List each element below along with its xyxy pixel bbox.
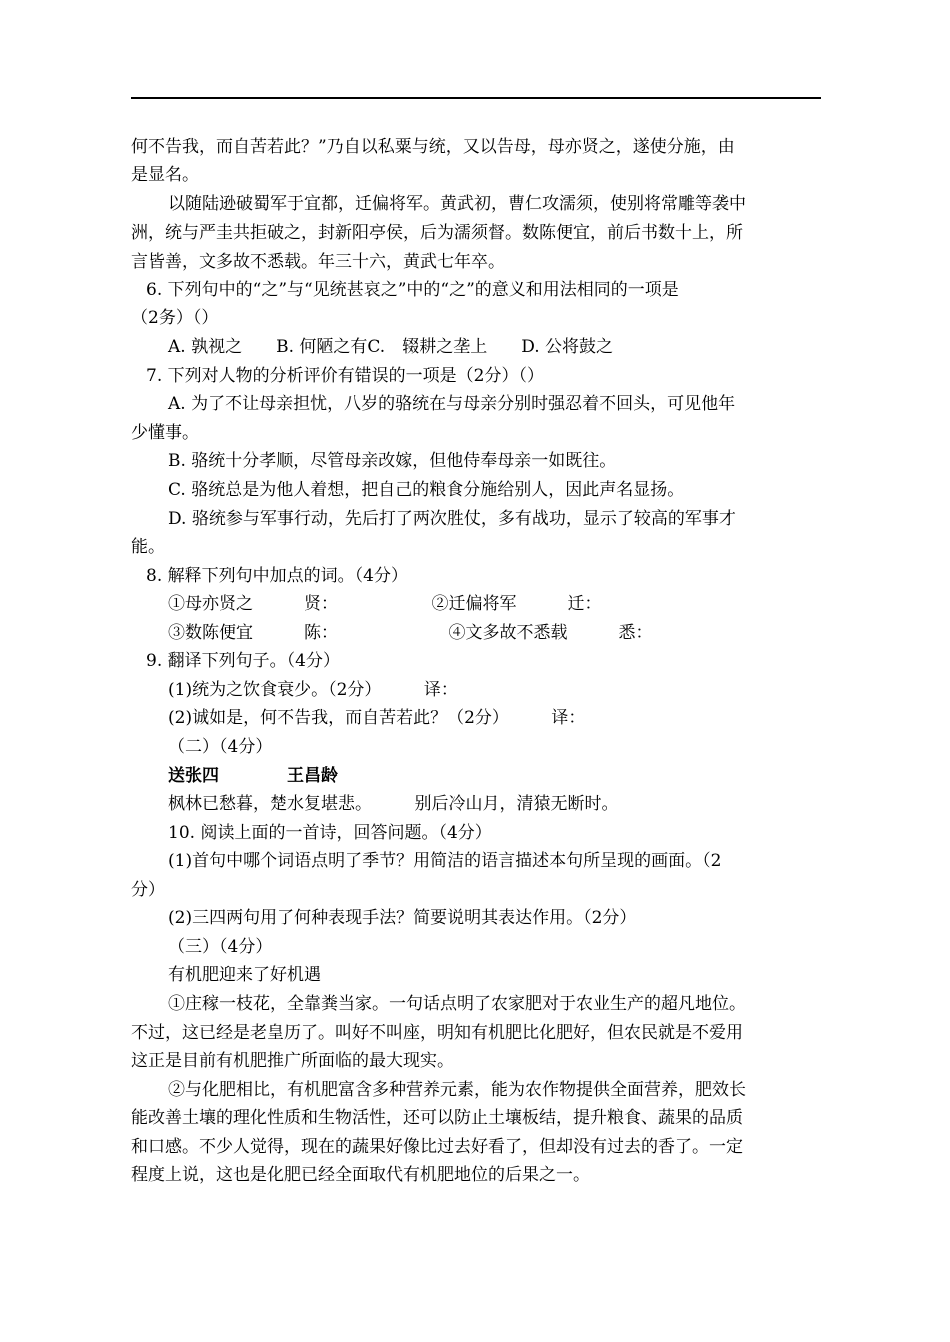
text-line: 分） [131, 880, 165, 900]
text-line: 不过，这已经是老皇历了。叫好不叫座，明知有机肥比化肥好，但农民就是不爱用 [131, 1023, 743, 1043]
question-7: 7. 下列对人物的分析评价有错误的一项是（2分）（） [146, 366, 544, 386]
question-8-item: ③数陈便宜 陈： ④文多故不悉载 悉： [168, 623, 653, 643]
question-10: 10. 阅读上面的一首诗，回答问题。（4分） [168, 823, 492, 843]
section-heading: （二）（4分） [168, 737, 273, 757]
question-9-item: (1)统为之饮食衰少。（2分） 译： [168, 680, 458, 700]
text-line: 能改善土壤的理化性质和生物活性，还可以防止土壤板结，提升粮食、蔬果的品质 [131, 1108, 743, 1128]
question-9-item: (2)诚如是，何不告我，而自苦若此？（2分） 译： [168, 708, 586, 728]
article-title: 有机肥迎来了好机遇 [168, 965, 321, 985]
option-c: C. 骆统总是为他人着想，把自己的粮食分施给别人，因此声名显扬。 [168, 480, 685, 500]
text-line: ②与化肥相比，有机肥富含多种营养元素，能为农作物提供全面营养，肥效长 [168, 1080, 746, 1100]
option-a: A. 为了不让母亲担忧，八岁的骆统在与母亲分别时强忍着不回头，可见他年 [168, 394, 736, 414]
question-6: 6. 下列句中的“之”与“见统甚哀之”中的“之”的意义和用法相同的一项是 [146, 280, 679, 300]
text-line: 少懂事。 [131, 423, 199, 443]
text-line: 以随陆逊破蜀军于宜都，迁偏将军。黄武初，曹仁攻濡须，使别将常雕等袭中 [168, 194, 746, 214]
poem-text: 枫林已愁暮，楚水复堪悲。 别后冷山月，清猿无断时。 [168, 794, 619, 814]
text-line: 程度上说，这也是化肥已经全面取代有机肥地位的后果之一。 [131, 1165, 590, 1185]
text-line: （2务）（） [131, 308, 219, 328]
text-line: ①庄稼一枝花，全靠粪当家。一句话点明了农家肥对于农业生产的超凡地位。 [168, 994, 746, 1014]
question-10-item: (1)首句中哪个词语点明了季节？用简洁的语言描述本句所呈现的画面。（2 [168, 851, 722, 871]
text-line: 何不告我，而自苦若此？”乃自以私粟与统，又以告母，母亦贤之，遂使分施，由 [131, 137, 735, 157]
text-line: 洲，统与严圭共拒破之，封新阳亭侯，后为濡须督。数陈便宜，前后书数十上，所 [131, 223, 743, 243]
option-b: B. 骆统十分孝顺，尽管母亲改嫁，但他侍奉母亲一如既往。 [168, 451, 617, 471]
text-line: 这正是目前有机肥推广所面临的最大现实。 [131, 1051, 454, 1071]
question-8: 8. 解释下列句中加点的词。（4分） [146, 566, 408, 586]
question-10-item: (2)三四两句用了何种表现手法？简要说明其表达作用。（2分） [168, 908, 637, 928]
header-rule [131, 97, 821, 99]
question-8-item: ①母亦贤之 贤： ②迁偏将军 迁： [168, 594, 602, 614]
question-9: 9. 翻译下列句子。（4分） [146, 651, 340, 671]
text-line: 和口感。不少人觉得，现在的蔬果好像比过去好看了，但却没有过去的香了。一定 [131, 1137, 743, 1157]
question-6-options: A. 孰视之 B. 何陋之有C. 辍耕之垄上 D. 公将鼓之 [168, 337, 614, 357]
poem-title: 送张四 王昌龄 [168, 766, 338, 786]
option-d: D. 骆统参与军事行动，先后打了两次胜仗，多有战功，显示了较高的军事才 [168, 509, 736, 529]
section-heading: （三）（4分） [168, 937, 273, 957]
text-line: 言皆善，文多故不悉载。年三十六，黄武七年卒。 [131, 252, 505, 272]
text-line: 能。 [131, 537, 165, 557]
text-line: 是显名。 [131, 165, 199, 185]
